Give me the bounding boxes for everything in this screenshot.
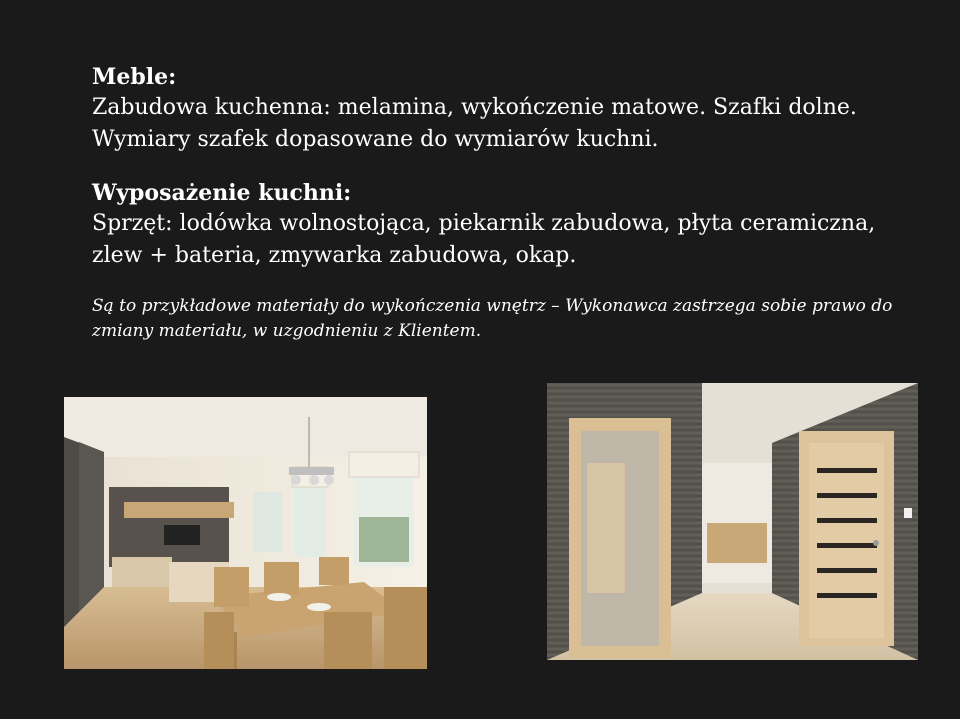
furniture-text: Zabudowa kuchenna: melamina, wykończenie matowe. Szafki dolne. Wymiary szafek dopasowane do wymiarów kuchni. xyxy=(92,95,857,152)
furniture-heading: Meble: xyxy=(92,64,177,90)
text-content xyxy=(92,62,912,361)
furniture-section xyxy=(92,62,912,156)
kitchen-equipment-heading: Wyposażenie kuchni: xyxy=(92,180,352,206)
kitchen-equipment-text: Sprzęt: lodówka wolnostojąca, piekarnik zabudowa, płyta ceramiczna, zlew + bateria, zmywarka zabudowa, okap. xyxy=(92,211,876,268)
dining-room-photo xyxy=(64,397,427,669)
disclaimer-note: Są to przykładowe materiały do wykończenia wnętrz – Wykonawca zastrzega sobie prawo do zmiany materiału, w uzgodnieniu z Klientem. xyxy=(92,296,893,341)
hallway-doors-photo xyxy=(547,383,918,660)
kitchen-equipment-section xyxy=(92,178,912,272)
